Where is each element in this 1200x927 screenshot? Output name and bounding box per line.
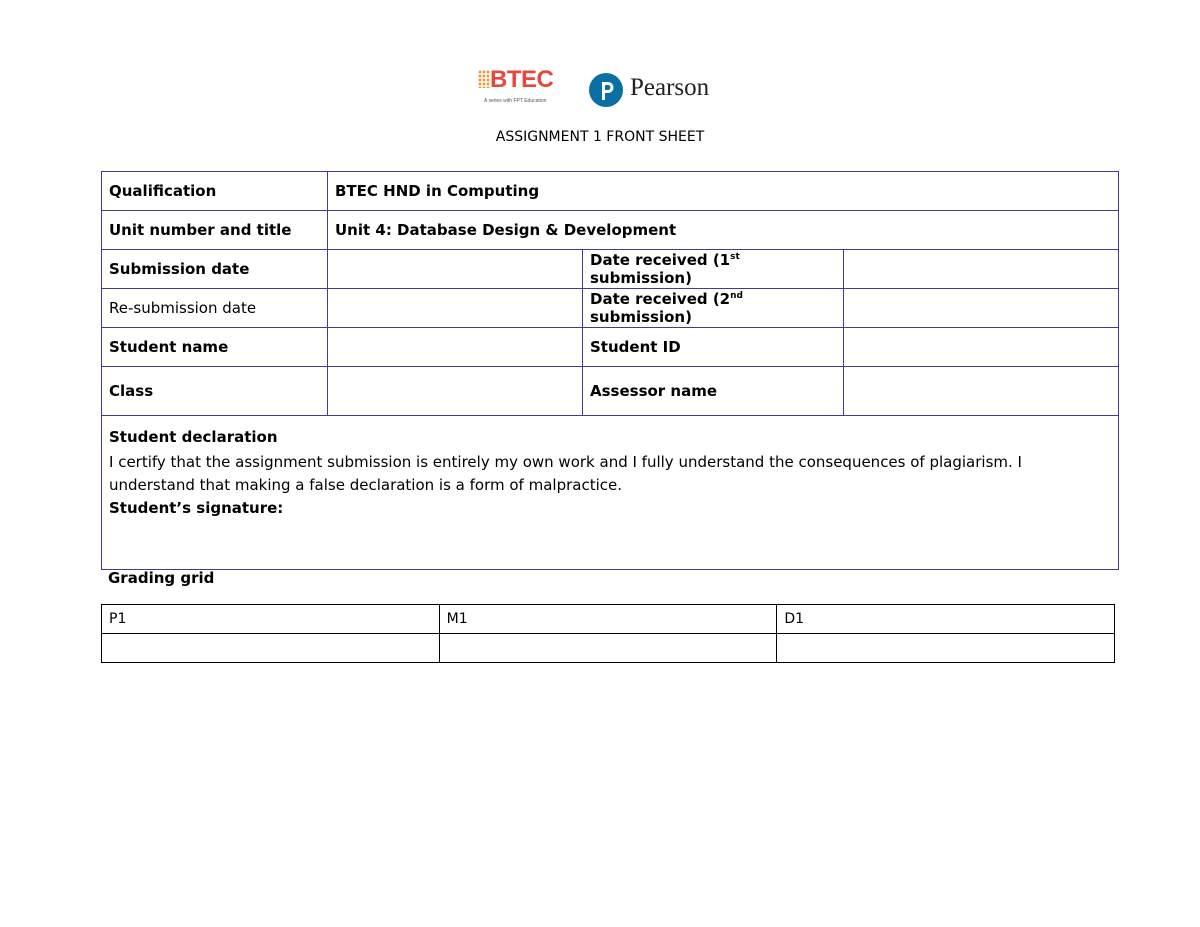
date-received-2-sup: nd: [730, 291, 743, 301]
grade-field-p1[interactable]: [102, 634, 440, 663]
front-sheet-table: [101, 171, 1119, 570]
btec-logo: [478, 64, 570, 112]
btec-logo-text: BTEC: [490, 66, 554, 93]
pearson-logo-text: Pearson: [630, 74, 710, 101]
table-row: [102, 211, 1119, 250]
date-received-1-field[interactable]: [844, 250, 1119, 289]
pearson-icon: [588, 72, 624, 108]
unit-label: Unit number and title: [102, 211, 328, 250]
table-row: [102, 416, 1119, 570]
grade-header-p1: P1: [102, 605, 440, 634]
qualification-label: Qualification: [102, 172, 328, 211]
submission-date-label: Submission date: [102, 250, 328, 289]
logo-bar: [478, 58, 728, 120]
resubmission-date-field[interactable]: [328, 289, 583, 328]
student-id-label: Student ID: [583, 328, 844, 367]
class-label: Class: [102, 367, 328, 416]
table-row: [102, 289, 1119, 328]
student-name-label: Student name: [102, 328, 328, 367]
date-received-2-label: [583, 289, 844, 328]
signature-label: Student’s signature:: [109, 499, 284, 517]
date-received-2-suffix: submission): [590, 308, 692, 326]
class-field[interactable]: [328, 367, 583, 416]
date-received-2-field[interactable]: [844, 289, 1119, 328]
unit-value: Unit 4: Database Design & Development: [328, 211, 1119, 250]
date-received-1-text: Date received (1: [590, 251, 731, 269]
date-received-1-label: [583, 250, 844, 289]
student-id-field[interactable]: [844, 328, 1119, 367]
grade-field-m1[interactable]: [439, 634, 777, 663]
grade-header-m1: M1: [439, 605, 777, 634]
btec-logo-tagline: A series with FPT Education: [484, 98, 547, 104]
submission-date-field[interactable]: [328, 250, 583, 289]
declaration-heading: Student declaration: [109, 428, 278, 446]
resubmission-date-label: Re-submission date: [102, 289, 328, 328]
assessor-field[interactable]: [844, 367, 1119, 416]
declaration-text: I certify that the assignment submission is entirely my own work and I fully understand the consequences of plagiarism. I understand that making a false declaration is a form of malpractice.: [109, 453, 1022, 494]
date-received-2-text: Date received (2: [590, 290, 731, 308]
grading-grid-label: Grading grid: [108, 569, 215, 587]
table-row: [102, 250, 1119, 289]
date-received-1-sup: st: [730, 252, 740, 262]
btec-dots-icon: [478, 70, 490, 88]
table-row: [102, 328, 1119, 367]
page-title: ASSIGNMENT 1 FRONT SHEET: [495, 129, 705, 145]
table-row: [102, 605, 1115, 634]
date-received-1-suffix: submission): [590, 269, 692, 287]
table-row: [102, 367, 1119, 416]
qualification-value: BTEC HND in Computing: [328, 172, 1119, 211]
assessor-label: Assessor name: [583, 367, 844, 416]
grade-field-d1[interactable]: [777, 634, 1115, 663]
table-row: [102, 634, 1115, 663]
declaration-cell: [102, 416, 1119, 570]
table-row: [102, 172, 1119, 211]
student-name-field[interactable]: [328, 328, 583, 367]
grade-header-d1: D1: [777, 605, 1115, 634]
grading-grid-table: [101, 604, 1115, 663]
